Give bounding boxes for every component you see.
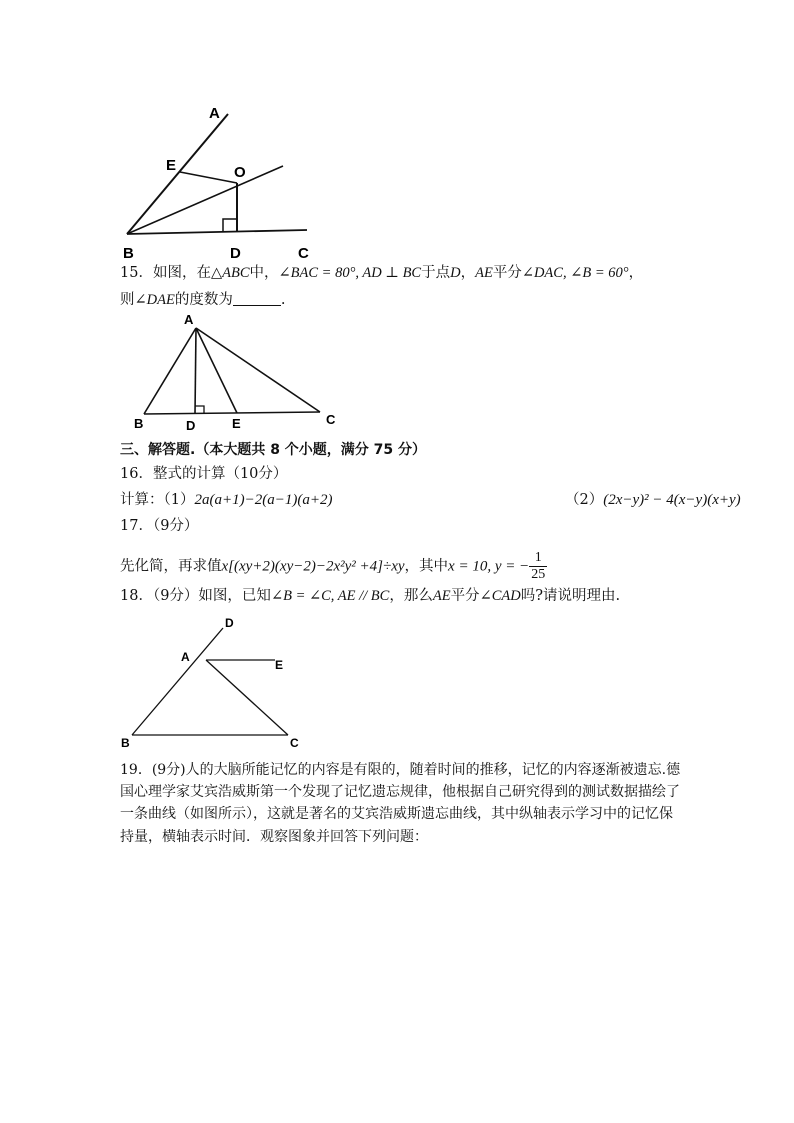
q19-line1: 19．(9分)人的大脑所能记忆的内容是有限的，随着时间的推移，记忆的内容逐渐被遗忘.德 <box>120 762 681 778</box>
q15-text: 中， <box>249 265 279 281</box>
q15-condition: ∠BAC = 80°, AD ⊥ BC <box>278 265 422 281</box>
section-title: 三、解答题.（本大题共 8 个小题，满分 75 分） <box>120 442 427 458</box>
q17-pre: 先化简，再求值 <box>120 558 222 575</box>
q16-expr2: (2x−y)² − 4(x−y)(x+y) <box>603 492 741 508</box>
q15-point: D <box>450 265 461 281</box>
q18-angle: ∠CAD <box>479 588 521 604</box>
q15-text: 平分 <box>492 265 522 281</box>
q17-fraction <box>529 550 547 583</box>
label-e: E <box>166 157 177 174</box>
q18-line <box>120 586 620 606</box>
segment-ae <box>196 328 237 413</box>
q18-mid: ，那么 <box>389 588 433 604</box>
q18-post: 吗?请说明理由. <box>520 588 621 604</box>
q18-cond: ∠B = ∠C, AE // BC <box>270 588 390 604</box>
line-bd <box>132 628 223 735</box>
label-a: A <box>209 105 220 122</box>
q17-title: 17．（9分） <box>120 518 199 534</box>
label-c: C <box>298 245 309 262</box>
label-e: E <box>275 658 284 672</box>
q15-line1 <box>120 263 643 283</box>
q18-segment: AE <box>432 588 451 604</box>
segment-eo <box>180 172 237 183</box>
q15-text: ， <box>628 265 644 281</box>
label-d: D <box>230 245 241 262</box>
label-d: D <box>225 616 234 630</box>
q16-expr1: 2a(a+1)−2(a−1)(a+2) <box>194 492 333 508</box>
q17-numerator: 1 <box>534 550 542 565</box>
label-a: A <box>181 650 190 664</box>
right-angle-mark <box>223 219 237 231</box>
q19-line4: 持量，横轴表示时间．观察图象并回答下列问题： <box>120 829 428 845</box>
q17-expr: x[(xy+2)(xy−2)−2x²y² +4]÷xy <box>221 558 405 575</box>
q18-mid2: 平分 <box>450 588 480 604</box>
q15-text: . <box>280 292 286 308</box>
q15-angle: ∠DAE <box>134 292 175 308</box>
q15-text: 15．如图，在 <box>120 265 211 281</box>
q15-text: 则 <box>120 292 135 308</box>
label-b: B <box>134 416 144 431</box>
q15-text: 的度数为 <box>174 292 233 308</box>
figure-parallel-lines <box>115 610 315 755</box>
side-ac <box>196 328 320 412</box>
label-c: C <box>326 412 336 427</box>
label-a: A <box>184 312 194 327</box>
q19-line2: 国心理学家艾宾浩威斯第一个发现了记忆遗忘规律，他根据自己研究得到的测试数据描绘了 <box>120 784 680 800</box>
ray-ba <box>127 114 228 234</box>
q17-mid: ，其中 <box>404 558 449 575</box>
ray-bc <box>127 230 307 234</box>
label-o: O <box>234 164 246 181</box>
q18-pre: 18．（9分）如图，已知 <box>120 588 271 604</box>
q16-title: 16．整式的计算（10分） <box>120 466 288 482</box>
q15-text: 于点 <box>421 265 451 281</box>
answer-blank[interactable] <box>233 291 281 306</box>
label-b: B <box>123 245 134 262</box>
q15-text: ， <box>460 265 476 281</box>
q17-line <box>120 550 547 583</box>
q15-segment: AE <box>475 265 493 281</box>
figure-triangle-abc <box>128 310 348 435</box>
q16-prefix: 计算：（1） <box>120 492 195 508</box>
q15-line2 <box>120 290 285 310</box>
q19-line3: 一条曲线（如图所示），这就是著名的艾宾浩威斯遗忘曲线，其中纵轴表示学习中的记忆保 <box>120 806 673 822</box>
label-e: E <box>232 416 241 431</box>
altitude-ad <box>195 328 196 414</box>
q16-line <box>120 490 741 510</box>
q15-triangle: △ABC <box>210 265 250 281</box>
side-ab <box>144 328 196 414</box>
label-d: D <box>186 418 196 433</box>
q17-denominator: 25 <box>531 567 546 582</box>
label-c: C <box>290 736 299 750</box>
label-b: B <box>121 736 130 750</box>
q16-part2-label: （2） <box>565 492 604 508</box>
side-bc <box>144 412 320 414</box>
q16-part2 <box>565 490 741 510</box>
q17-cond: x = 10, y = − <box>448 558 530 575</box>
figure-angle-bisector <box>115 100 315 265</box>
q15-condition2: ∠DAC, ∠B = 60° <box>521 265 629 281</box>
